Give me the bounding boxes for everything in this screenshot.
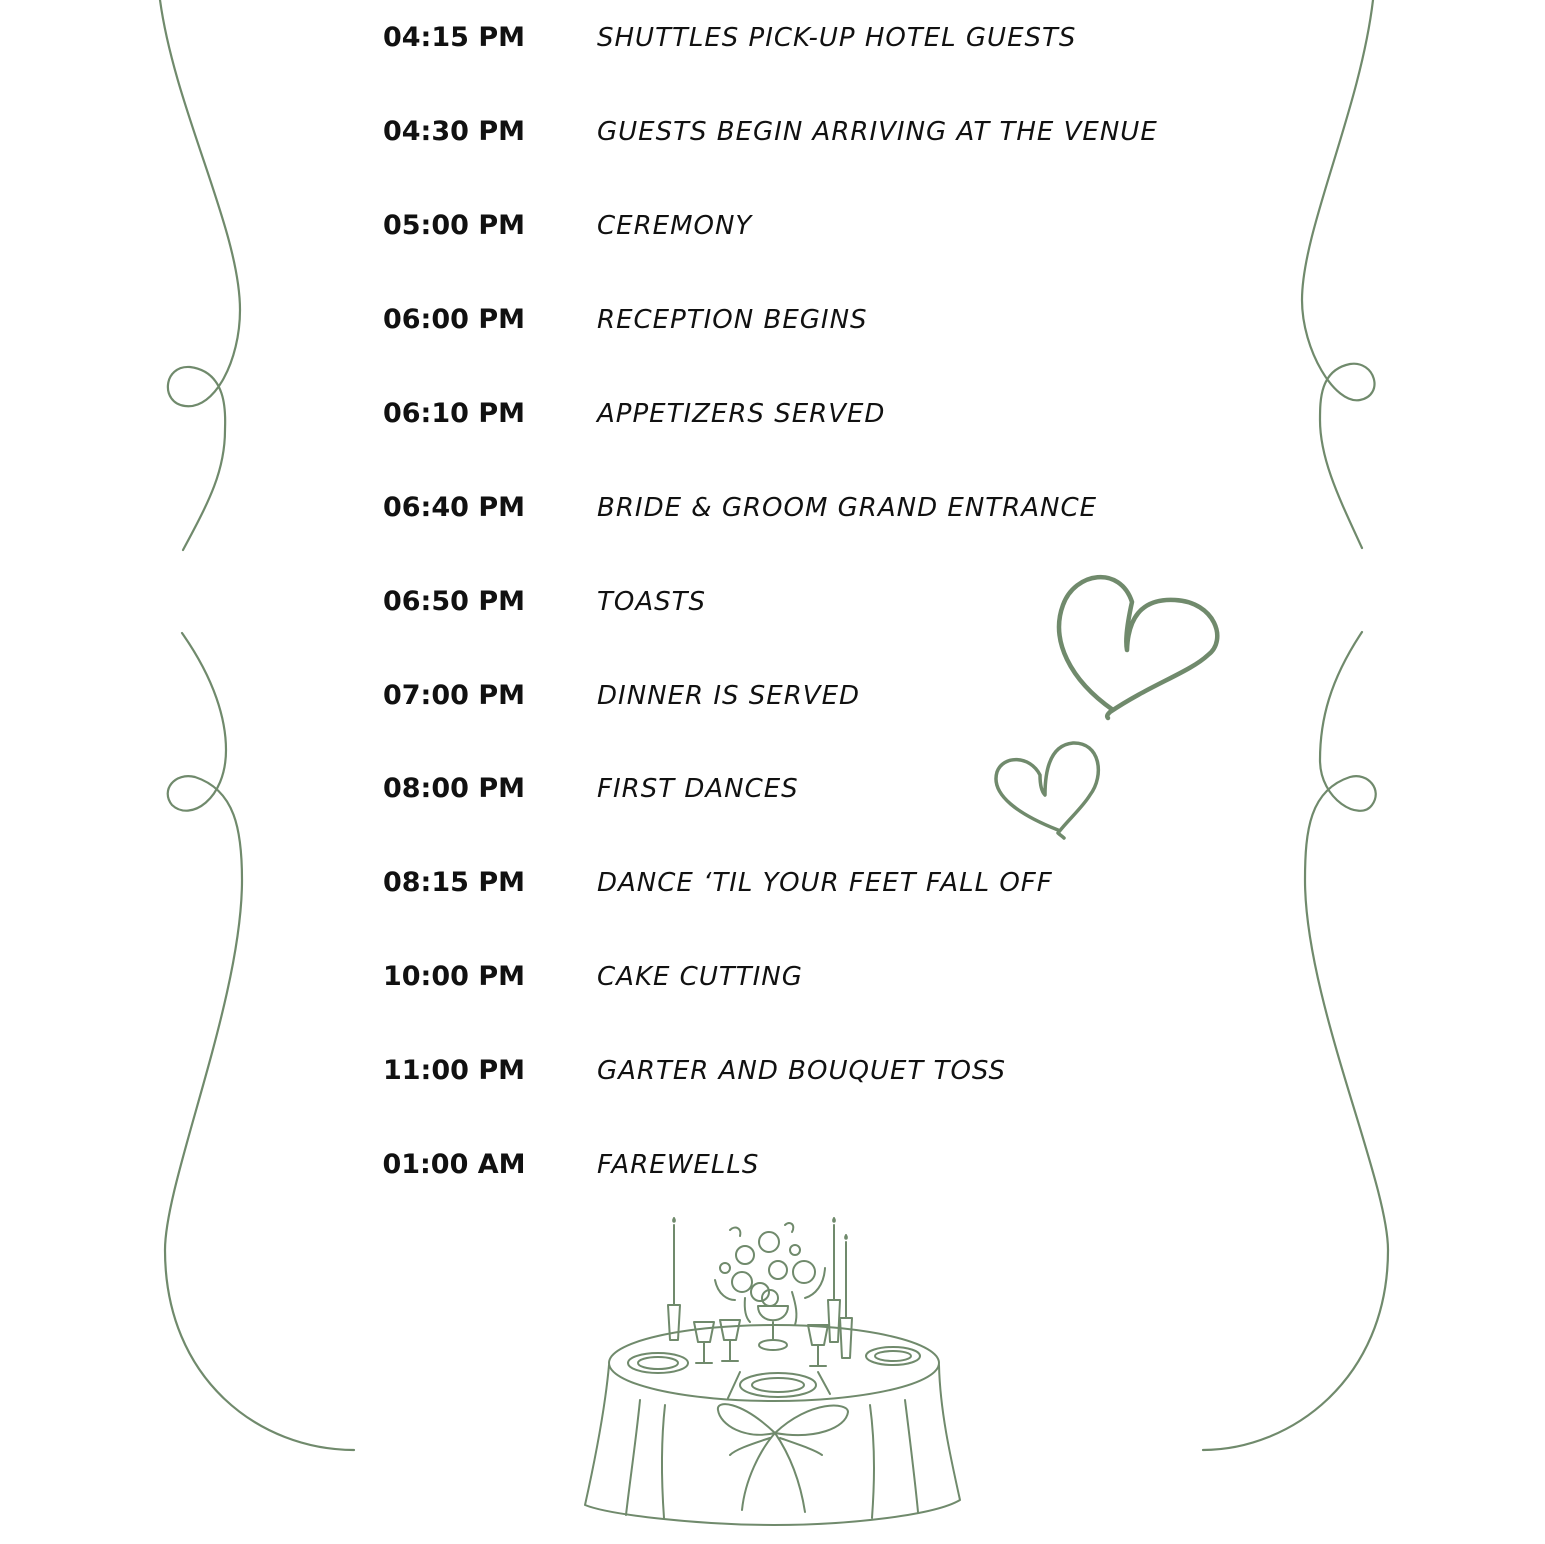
schedule-event: FIRST DANCES [597, 774, 799, 804]
schedule-event: RECEPTION BEGINS [597, 305, 868, 335]
schedule-time: 06:40 PM [382, 492, 525, 523]
schedule-time: 05:00 PM [382, 210, 525, 241]
schedule-time: 08:15 PM [382, 867, 525, 898]
ribbon-border-left-top [160, 0, 240, 550]
schedule-time: 10:00 PM [382, 961, 525, 992]
schedule-event: GUESTS BEGIN ARRIVING AT THE VENUE [597, 117, 1158, 147]
schedule-event: SHUTTLES PICK-UP HOTEL GUESTS [597, 23, 1077, 53]
schedule-event: TOASTS [597, 587, 707, 617]
schedule-row [0, 394, 1545, 434]
schedule-row [0, 863, 1545, 903]
schedule-time: 06:10 PM [382, 398, 525, 429]
schedule-row [0, 18, 1545, 58]
schedule-time: 01:00 AM [382, 1149, 526, 1180]
table-illustration [585, 1218, 960, 1525]
schedule-row [0, 769, 1545, 809]
schedule-row [0, 1145, 1545, 1185]
ribbon-border-right-bottom [1203, 632, 1388, 1450]
schedule-time: 04:30 PM [382, 116, 525, 147]
schedule-row [0, 112, 1545, 152]
schedule-time: 07:00 PM [382, 680, 525, 711]
schedule-row [0, 206, 1545, 246]
schedule-time: 04:15 PM [382, 22, 525, 53]
schedule-row [0, 1051, 1545, 1091]
schedule-time: 06:50 PM [382, 586, 525, 617]
schedule-event: GARTER AND BOUQUET TOSS [597, 1056, 1006, 1086]
schedule-time: 06:00 PM [382, 304, 525, 335]
schedule-time: 08:00 PM [382, 773, 525, 804]
schedule-row [0, 676, 1545, 716]
schedule-time: 11:00 PM [382, 1055, 525, 1086]
schedule-event: CEREMONY [597, 211, 753, 241]
schedule-row [0, 582, 1545, 622]
schedule-row [0, 957, 1545, 997]
schedule-event: DINNER IS SERVED [597, 681, 861, 711]
schedule-event: APPETIZERS SERVED [597, 399, 886, 429]
schedule-event: DANCE ‘TIL YOUR FEET FALL OFF [597, 868, 1053, 898]
schedule-event: BRIDE & GROOM GRAND ENTRANCE [597, 493, 1098, 523]
schedule-event: CAKE CUTTING [597, 962, 803, 992]
ribbon-border-left-bottom [165, 633, 354, 1450]
schedule-row [0, 488, 1545, 528]
ribbon-border-right-top [1302, 0, 1374, 548]
schedule-event: FAREWELLS [597, 1150, 760, 1180]
schedule-row [0, 300, 1545, 340]
